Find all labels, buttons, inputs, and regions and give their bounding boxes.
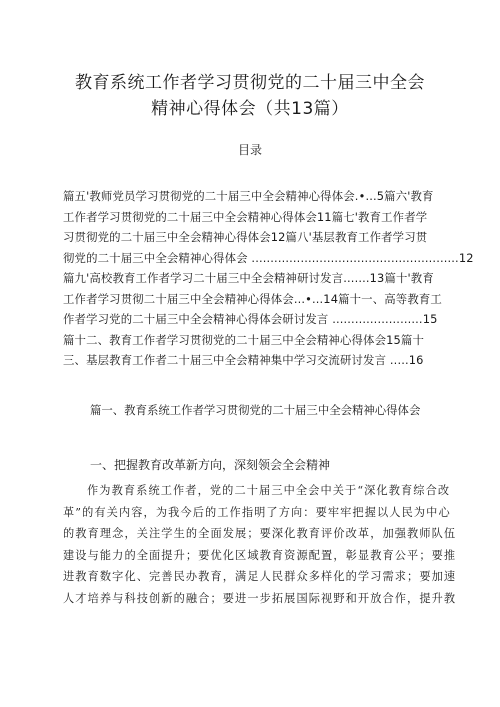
toc-line: 习贯彻党的二十届三中全会精神心得体会12篇八'基层教育工作者学习贯 xyxy=(63,230,428,244)
toc-line: 彻党的二十届三中全会精神心得体会 .......................................................12 xyxy=(63,250,474,265)
toc-line: 篇十二、教育工作者学习贯彻党的二十届三中全会精神心得体会15篇十 xyxy=(63,332,425,347)
table-of-contents xyxy=(63,186,474,371)
toc-line: 篇九'高校教育工作者学习二十届三中全会精神研讨发言.......13篇十'教育 xyxy=(63,271,434,285)
section-heading: 一、把握教育改革新方向，深刻领会全会精神 xyxy=(90,458,331,472)
body-paragraph xyxy=(63,480,457,610)
body-line: 人才培养与科技创新的融合；要进一步拓展国际视野和开放合作，提升教 xyxy=(63,591,457,605)
toc-line: 篇五'教师党员学习贯彻党的二十届三中全会精神心得体会.•...5篇六'教育 xyxy=(63,189,434,203)
document-title-line-1: 教育系统工作者学习贯彻党的二十届三中全会 xyxy=(75,73,425,93)
document-title-line-2: 精神心得体会（共13篇） xyxy=(151,99,349,119)
body-line: 革”的有关内容，为我今后的工作指明了方向：要牢牢把握以人民为中心 xyxy=(63,505,451,519)
toc-line: 作者学习党的二十届三中全会精神心得体会研讨发言 ........................15 xyxy=(63,312,438,326)
body-line: 作为教育系统工作者，党的二十届三中全会中关于“深化教育综合改 xyxy=(87,484,451,497)
body-line: 进教育数字化、完善民办教育，满足人民群众多样化的学习需求；要加速 xyxy=(63,570,457,584)
toc-line: 三、基层教育工作者二十届三中全会精神集中学习交流研讨发言 .....16 xyxy=(63,353,424,367)
section-title: 篇一、教育系统工作者学习贯彻党的二十届三中全会精神心得体会 xyxy=(90,403,421,417)
body-line: 的教育理念，关注学生的全面发展；要深化教育评价改革，加强教师队伍 xyxy=(63,527,457,541)
toc-heading: 目录 xyxy=(237,143,262,157)
toc-line: 工作者学习贯彻二十届三中全会精神心得体会...•...14篇十一、高等教育工 xyxy=(63,291,442,306)
toc-line: 工作者学习贯彻党的二十届三中全会精神心得体会11篇七'教育工作者学 xyxy=(63,209,428,224)
body-line: 建设与能力的全面提升；要优化区域教育资源配置，彰显教育公平；要推 xyxy=(63,548,457,562)
